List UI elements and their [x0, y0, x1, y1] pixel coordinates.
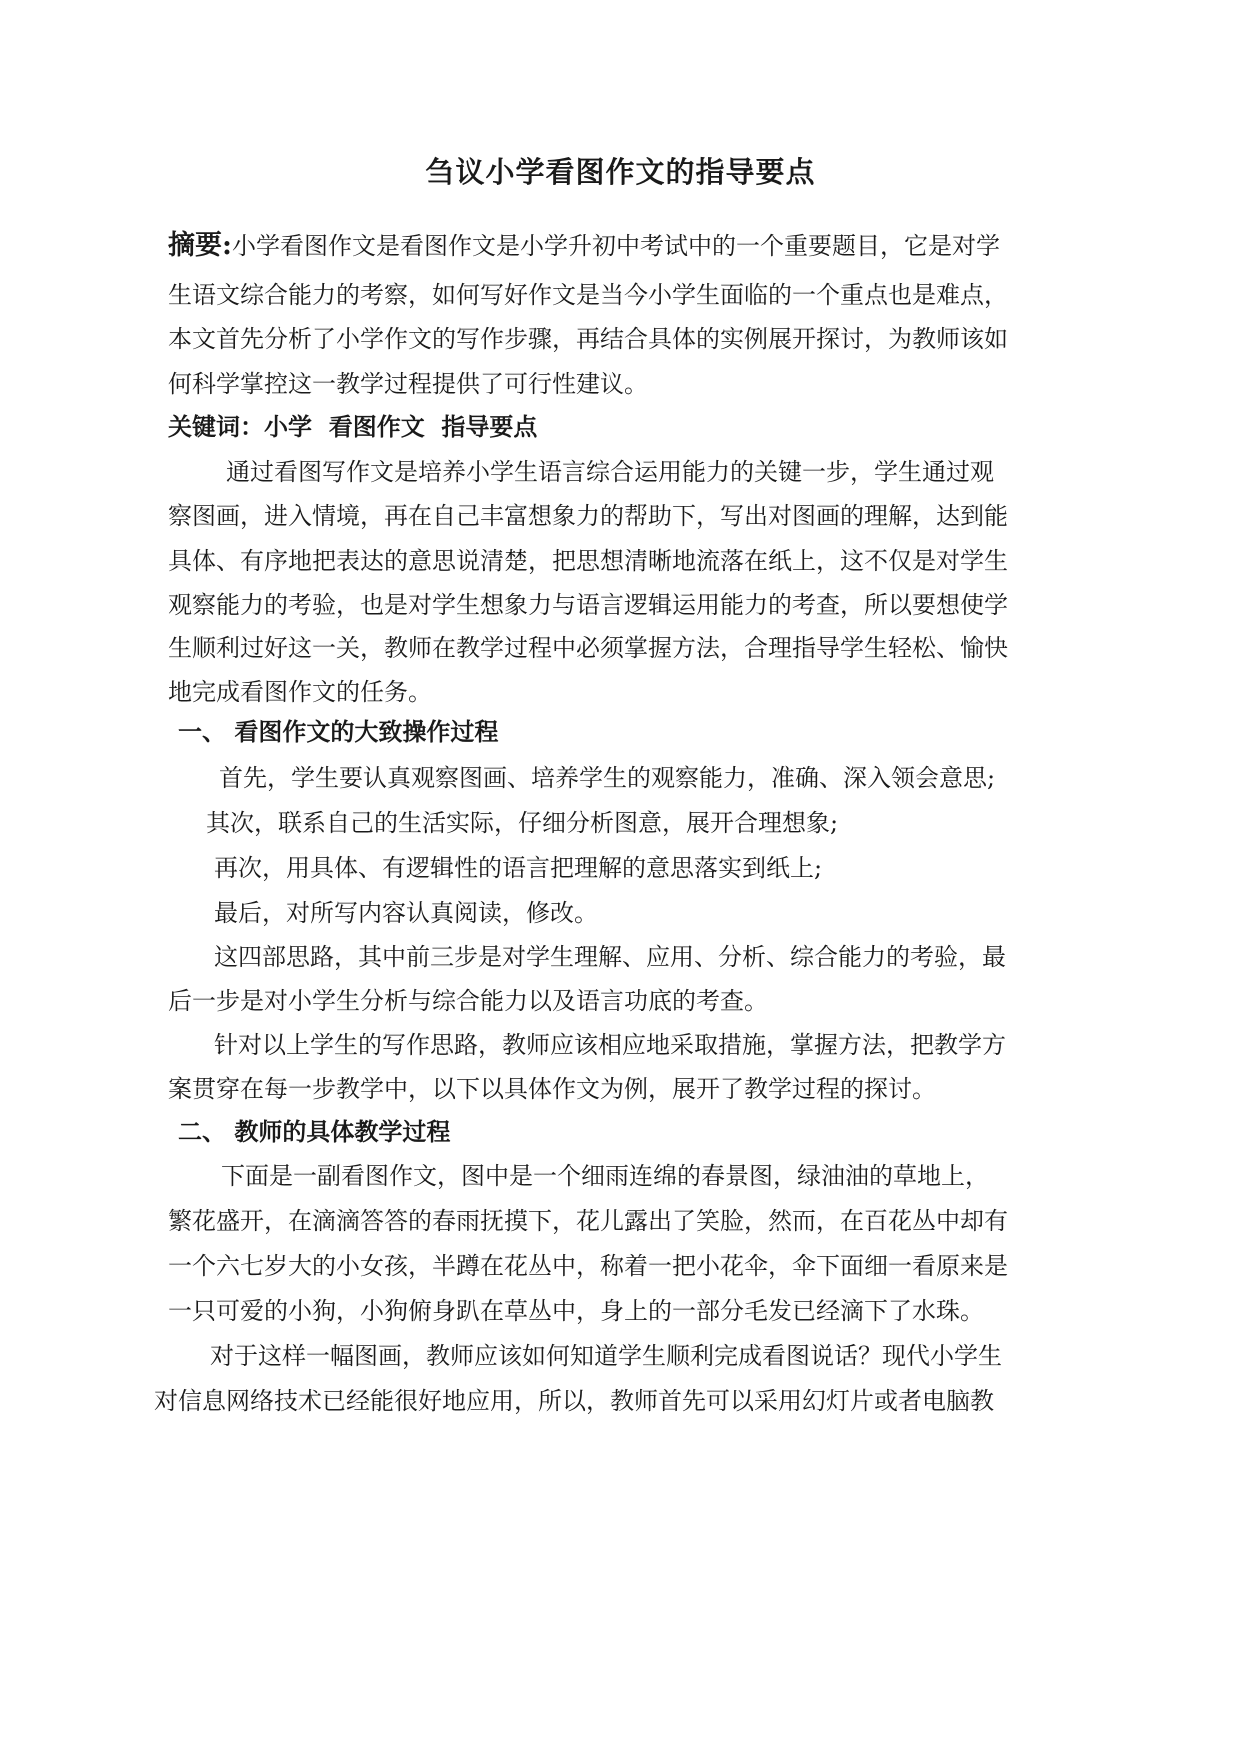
intro-line-2: 察图画，进入情境，再在自己丰富想象力的帮助下，写出对图画的理解，达到能	[168, 502, 1008, 530]
section-1-line-1: 首先，学生要认真观察图画、培养学生的观察能力，准确、深入领会意思;	[219, 764, 996, 792]
section-2-heading: 二、 教师的具体教学过程	[178, 1117, 451, 1146]
intro-line-4: 观察能力的考验，也是对学生想象力与语言逻辑运用能力的考查，所以要想使学	[168, 591, 1008, 619]
section-1-line-2: 其次，联系自己的生活实际，仔细分析图意，展开合理想象;	[206, 809, 839, 837]
section-1-line-3: 再次，用具体、有逻辑性的语言把理解的意思落实到纸上;	[214, 854, 823, 882]
abstract-label: 摘要:	[168, 230, 232, 261]
keywords-line: 关键词：小学 看图作文 指导要点	[168, 412, 538, 441]
abstract-line-4: 何科学掌控这一教学过程提供了可行性建议。	[168, 370, 648, 398]
section-1-line-6: 后一步是对小学生分析与综合能力以及语言功底的考查。	[168, 987, 768, 1015]
intro-line-5: 生顺利过好这一关，教师在教学过程中必须掌握方法，合理指导学生轻松、愉快	[168, 634, 1008, 662]
section-2-line-3: 一个六七岁大的小女孩，半蹲在花丛中，称着一把小花伞，伞下面细一看原来是	[168, 1252, 1008, 1280]
intro-line-3: 具体、有序地把表达的意思说清楚，把思想清晰地流落在纸上，这不仅是对学生	[168, 547, 1008, 575]
abstract-text-1: 小学看图作文是看图作文是小学升初中考试中的一个重要题目，它是对学	[231, 232, 1000, 260]
section-2-line-6: 对信息网络技术已经能很好地应用，所以，教师首先可以采用幻灯片或者电脑教	[154, 1387, 994, 1415]
section-2-line-1: 下面是一副看图作文，图中是一个细雨连绵的春景图，绿油油的草地上，	[221, 1162, 989, 1190]
section-1-line-8: 案贯穿在每一步教学中，以下以具体作文为例，展开了教学过程的探讨。	[168, 1075, 936, 1103]
section-1-line-4: 最后，对所写内容认真阅读，修改。	[214, 899, 598, 927]
section-2-line-4: 一只可爱的小狗，小狗俯身趴在草丛中，身上的一部分毛发已经滴下了水珠。	[168, 1297, 984, 1325]
section-1-line-7: 针对以上学生的写作思路，教师应该相应地采取措施，掌握方法，把教学方	[214, 1031, 1006, 1059]
abstract-line-3: 本文首先分析了小学作文的写作步骤，再结合具体的实例展开探讨，为教师该如	[168, 325, 1008, 353]
intro-line-1: 通过看图写作文是培养小学生语言综合运用能力的关键一步，学生通过观	[226, 458, 994, 486]
section-1-line-5: 这四部思路，其中前三步是对学生理解、应用、分析、综合能力的考验，最	[214, 943, 1006, 971]
section-2-line-5: 对于这样一幅图画，教师应该如何知道学生顺利完成看图说话？现代小学生	[210, 1342, 1002, 1370]
section-1-heading: 一、 看图作文的大致操作过程	[178, 717, 499, 746]
document-title: 刍议小学看图作文的指导要点	[425, 155, 816, 189]
intro-line-6: 地完成看图作文的任务。	[168, 678, 432, 706]
abstract-line-2: 生语文综合能力的考察，如何写好作文是当今小学生面临的一个重点也是难点，	[168, 281, 1008, 309]
abstract-line-1	[168, 228, 1000, 264]
section-2-line-2: 繁花盛开，在滴滴答答的春雨抚摸下，花儿露出了笑脸，然而，在百花丛中却有	[168, 1207, 1008, 1235]
